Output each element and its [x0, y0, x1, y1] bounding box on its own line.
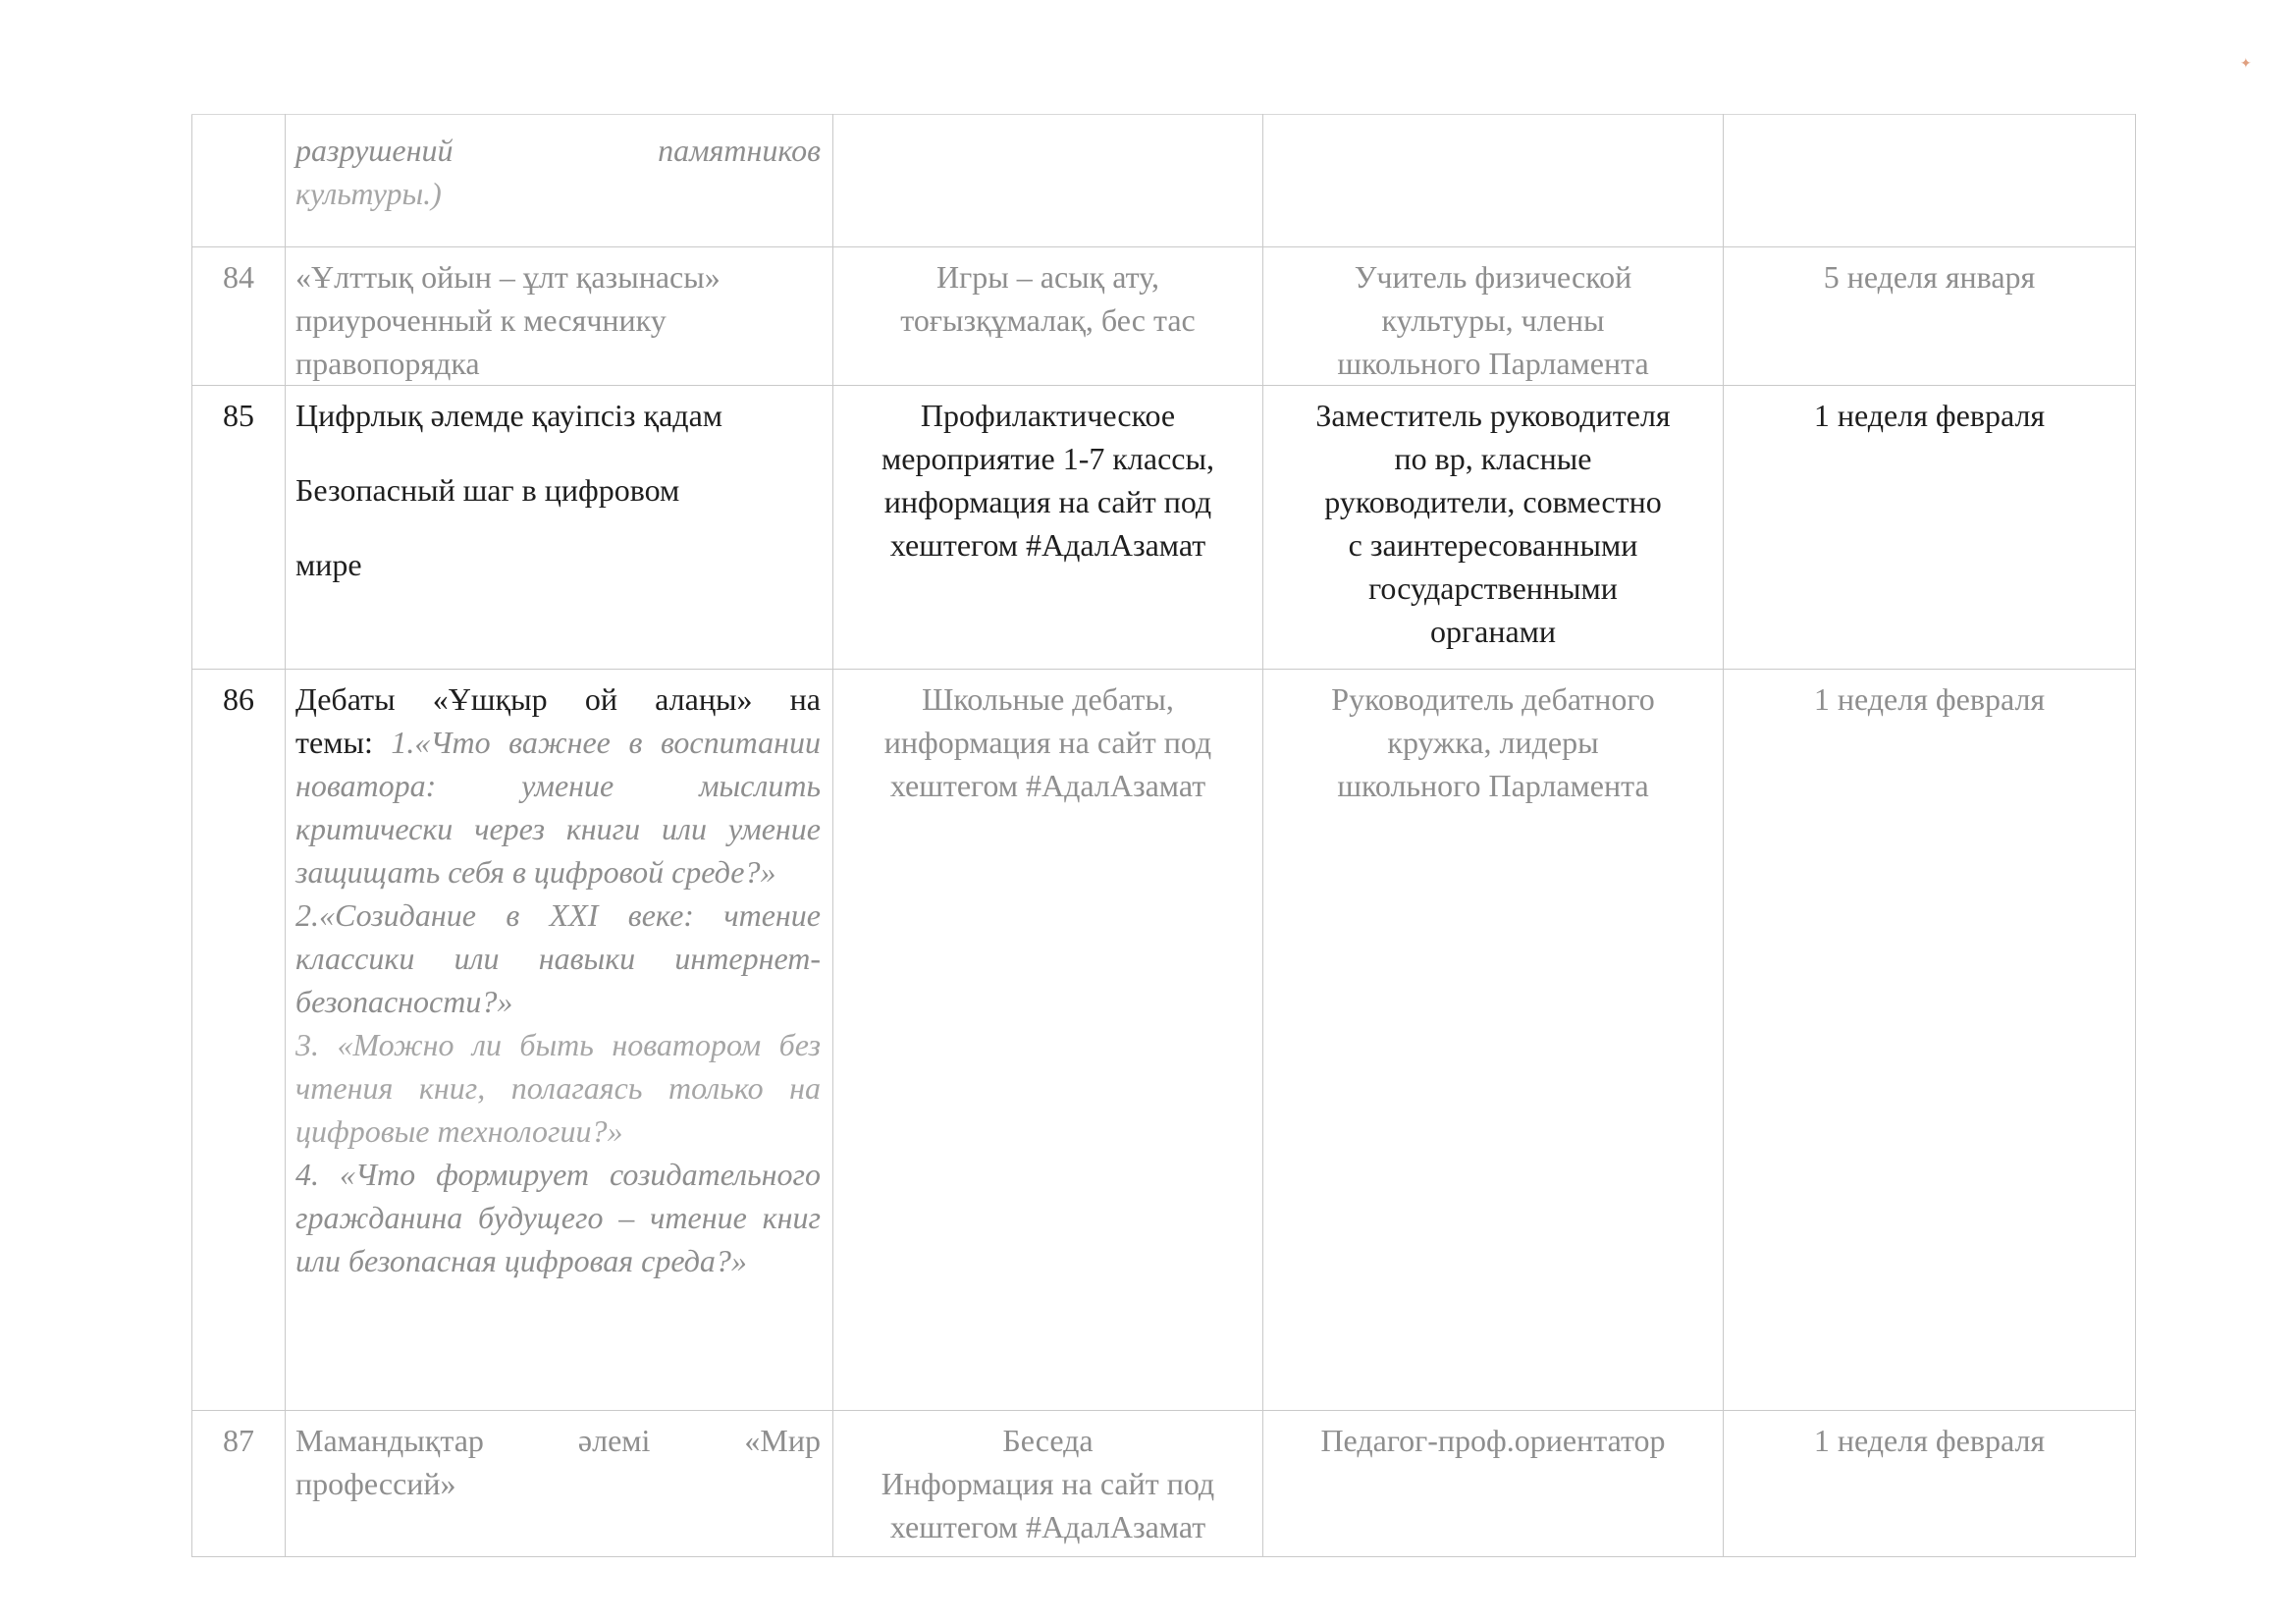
row-number-cell: 87	[192, 1411, 286, 1557]
time-cell	[1724, 115, 2136, 247]
row-number-cell: 84	[192, 247, 286, 386]
event-line: темы:	[295, 725, 373, 760]
time-cell: 1 неделя февраля	[1724, 386, 2136, 670]
table-row	[192, 670, 2136, 1411]
form-line: Информация на сайт под	[881, 1466, 1215, 1501]
form-line: информация на сайт под	[883, 484, 1212, 519]
responsible-line: культуры, члены	[1381, 302, 1605, 338]
form-cell	[833, 386, 1263, 670]
debate-topic: 3. «Можно ли быть новатором без чтения книг, полагаясь только на цифровые технологии?»	[295, 1027, 821, 1149]
event-line: Цифрлық әлемде қауіпсіз қадам	[295, 398, 723, 433]
row-number-cell: 86	[192, 670, 286, 1411]
responsible-cell	[1263, 247, 1724, 386]
form-cell	[833, 1411, 1263, 1557]
responsible-line: по вр, класные	[1394, 441, 1592, 476]
table-row	[192, 1411, 2136, 1557]
form-cell	[833, 670, 1263, 1411]
form-line: хештегом #АдалАзамат	[889, 1509, 1206, 1544]
form-line: хештегом #АдалАзамат	[889, 527, 1206, 563]
table-row	[192, 247, 2136, 386]
form-line: Беседа	[1002, 1423, 1094, 1458]
responsible-cell	[1263, 386, 1724, 670]
responsible-line: школьного Парламента	[1337, 346, 1649, 381]
form-line: тоғызқұмалақ, бес тас	[900, 302, 1196, 338]
responsible-line: органами	[1429, 614, 1557, 649]
event-cell	[286, 386, 833, 670]
event-line: Дебаты «Ұшқыр ой алаңы» на	[295, 681, 821, 717]
event-plan-table	[191, 114, 2136, 1557]
form-line: мероприятие 1-7 классы,	[881, 441, 1214, 476]
event-cell	[286, 670, 833, 1411]
responsible-line: государственными	[1368, 570, 1618, 606]
form-line: информация на сайт под	[883, 725, 1212, 760]
form-line: хештегом #АдалАзамат	[889, 768, 1206, 803]
responsible-line: школьного Парламента	[1337, 768, 1649, 803]
responsible-line: Педагог-проф.ориентатор	[1320, 1423, 1666, 1458]
table-row	[192, 115, 2136, 247]
responsible-cell	[1263, 115, 1724, 247]
form-cell	[833, 115, 1263, 247]
row-number-cell: 85	[192, 386, 286, 670]
responsible-line: кружка, лидеры	[1387, 725, 1599, 760]
responsible-cell	[1263, 1411, 1724, 1557]
event-line: правопорядка	[295, 346, 480, 381]
debate-topic: 1.«Что важнее в воспитании новатора: умение мыслить критически через книги или умение защищать себя в цифровой среде?»	[295, 725, 822, 890]
table-row	[192, 386, 2136, 670]
time-cell: 1 неделя февраля	[1724, 1411, 2136, 1557]
responsible-line: с заинтересованными	[1348, 527, 1638, 563]
time-cell: 1 неделя февраля	[1724, 670, 2136, 1411]
event-line: Безопасный шаг в цифровом	[295, 472, 680, 508]
event-line: «Ұлттық ойын – ұлт қазынасы»	[295, 259, 721, 295]
event-line: разрушений памятников	[295, 133, 821, 168]
event-line: Мамандықтар әлемі «Мир	[295, 1423, 821, 1458]
form-line: Школьные дебаты,	[922, 681, 1174, 717]
responsible-line: руководители, совместно	[1324, 484, 1662, 519]
debate-topic: 2.«Созидание в XXI веке: чтение классики или навыки интернет-безопасности?»	[295, 897, 821, 1019]
responsible-line: Руководитель дебатного	[1331, 681, 1655, 717]
corner-mark: ✦	[2240, 57, 2252, 72]
form-line: Профилактическое	[920, 398, 1176, 433]
form-line: Игры – асық ату,	[936, 259, 1159, 295]
event-cell	[286, 115, 833, 247]
event-line: мире	[295, 547, 362, 582]
responsible-cell	[1263, 670, 1724, 1411]
event-line: культуры.)	[295, 176, 442, 211]
event-line: приуроченный к месячнику	[295, 302, 667, 338]
event-line: профессий»	[295, 1466, 456, 1501]
form-cell	[833, 247, 1263, 386]
event-cell	[286, 1411, 833, 1557]
responsible-line: Учитель физической	[1354, 259, 1632, 295]
event-cell	[286, 247, 833, 386]
time-cell: 5 неделя января	[1724, 247, 2136, 386]
row-number-cell	[192, 115, 286, 247]
responsible-line: Заместитель руководителя	[1315, 398, 1671, 433]
debate-topic: 4. «Что формирует созидательного гражданина будущего – чтение книг или безопасная цифровая среда?»	[295, 1157, 821, 1278]
